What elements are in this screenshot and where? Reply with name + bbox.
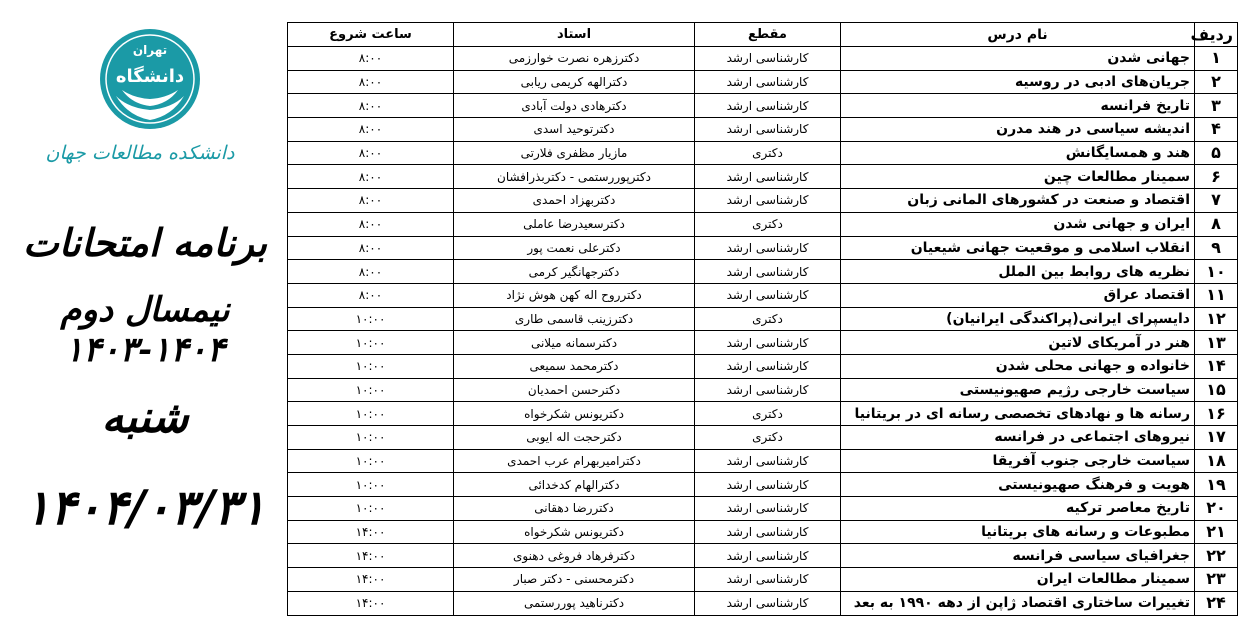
professor-name: دکترمحمد سمیعی: [454, 354, 695, 378]
start-time: ۸:۰۰: [288, 118, 454, 142]
professor-name: دکتریونس شکرخواه: [454, 520, 695, 544]
course-name: نیروهای اجتماعی در فرانسه: [841, 426, 1195, 450]
row-number: ۲: [1195, 70, 1238, 94]
row-number: ۱۱: [1195, 283, 1238, 307]
course-name: هنر در آمریکای لاتین: [841, 331, 1195, 355]
row-number: ۲۴: [1195, 591, 1238, 615]
course-level: کارشناسی ارشد: [695, 283, 841, 307]
professor-name: دکترالهام کدخدائی: [454, 473, 695, 497]
header-course-name: نام درس: [841, 23, 1195, 47]
table-row: [288, 520, 1238, 544]
course-level: دکتری: [695, 402, 841, 426]
course-level: کارشناسی ارشد: [695, 473, 841, 497]
table-row: [288, 544, 1238, 568]
start-time: ۱۰:۰۰: [288, 426, 454, 450]
table-row: [288, 426, 1238, 450]
course-name: تاریخ معاصر ترکیه: [841, 497, 1195, 521]
course-name: اقتصاد و صنعت در کشورهای المانی زبان: [841, 189, 1195, 213]
header-level: مقطع: [695, 23, 841, 47]
course-name: سمینار مطالعات ایران: [841, 568, 1195, 592]
row-number: ۲۰: [1195, 497, 1238, 521]
professor-name: دکترمحسنی - دکتر صبار: [454, 568, 695, 592]
row-number: ۶: [1195, 165, 1238, 189]
professor-name: دکترتوحید اسدی: [454, 118, 695, 142]
professor-name: مازیار مظفری فلارتی: [454, 141, 695, 165]
row-number: ۱۵: [1195, 378, 1238, 402]
start-time: ۸:۰۰: [288, 236, 454, 260]
table-row: [288, 591, 1238, 615]
semester-label: نیمسال دوم ۱۴۰۴-۱۴۰۳: [60, 290, 230, 370]
table-row: [288, 236, 1238, 260]
professor-name: دکترسعیدرضا عاملی: [454, 212, 695, 236]
professor-name: دکترحسن احمدیان: [454, 378, 695, 402]
program-title: برنامه امتحانات: [22, 220, 268, 265]
course-name: ایران و جهانی شدن: [841, 212, 1195, 236]
table-header-row: [288, 23, 1238, 47]
professor-name: دکترزینب قاسمی طاری: [454, 307, 695, 331]
course-level: دکتری: [695, 307, 841, 331]
start-time: ۸:۰۰: [288, 189, 454, 213]
course-name: انقلاب اسلامی و موقعیت جهانی شیعیان: [841, 236, 1195, 260]
course-level: کارشناسی ارشد: [695, 189, 841, 213]
start-time: ۸:۰۰: [288, 165, 454, 189]
faculty-name: دانشکده مطالعات جهان: [45, 142, 235, 164]
professor-name: دکترجهانگیر کرمی: [454, 260, 695, 284]
course-level: کارشناسی ارشد: [695, 591, 841, 615]
course-name: سیاست خارجی جنوب آفریقا: [841, 449, 1195, 473]
start-time: ۱۰:۰۰: [288, 497, 454, 521]
course-name: نظریه های روابط بین الملل: [841, 260, 1195, 284]
course-name: سیاست خارجی رژیم صهیونیستی: [841, 378, 1195, 402]
table-row: [288, 212, 1238, 236]
start-time: ۸:۰۰: [288, 283, 454, 307]
professor-name: دکترهادی دولت آبادی: [454, 94, 695, 118]
start-time: ۱۰:۰۰: [288, 449, 454, 473]
start-time: ۸:۰۰: [288, 141, 454, 165]
table-row: [288, 497, 1238, 521]
start-time: ۱۰:۰۰: [288, 378, 454, 402]
course-level: کارشناسی ارشد: [695, 497, 841, 521]
start-time: ۱۰:۰۰: [288, 354, 454, 378]
row-number: ۱۶: [1195, 402, 1238, 426]
course-level: کارشناسی ارشد: [695, 354, 841, 378]
course-name: تاریخ فرانسه: [841, 94, 1195, 118]
table-row: [288, 141, 1238, 165]
row-number: ۸: [1195, 212, 1238, 236]
course-level: کارشناسی ارشد: [695, 47, 841, 71]
course-name: هند و همسایگانش: [841, 141, 1195, 165]
course-level: کارشناسی ارشد: [695, 165, 841, 189]
header-row-number: ردیف: [1195, 23, 1238, 47]
professor-name: دکترامیربهرام عرب احمدی: [454, 449, 695, 473]
course-level: کارشناسی ارشد: [695, 260, 841, 284]
start-time: ۱۴:۰۰: [288, 520, 454, 544]
start-time: ۱۰:۰۰: [288, 402, 454, 426]
row-number: ۱۰: [1195, 260, 1238, 284]
professor-name: دکتریونس شکرخواه: [454, 402, 695, 426]
row-number: ۱۸: [1195, 449, 1238, 473]
course-level: دکتری: [695, 141, 841, 165]
row-number: ۱: [1195, 47, 1238, 71]
start-time: ۱۴:۰۰: [288, 544, 454, 568]
start-time: ۸:۰۰: [288, 70, 454, 94]
course-level: کارشناسی ارشد: [695, 70, 841, 94]
start-time: ۸:۰۰: [288, 260, 454, 284]
row-number: ۹: [1195, 236, 1238, 260]
header-professor: استاد: [454, 23, 695, 47]
exam-date: ۱۴۰۴/۰۳/۳۱: [24, 480, 266, 536]
row-number: ۲۳: [1195, 568, 1238, 592]
table-row: [288, 70, 1238, 94]
professor-name: دکترفرهاد فروغی دهنوی: [454, 544, 695, 568]
course-level: کارشناسی ارشد: [695, 331, 841, 355]
course-level: کارشناسی ارشد: [695, 520, 841, 544]
course-name: خانواده و جهانی محلی شدن: [841, 354, 1195, 378]
professor-name: دکترالهه کریمی ریابی: [454, 70, 695, 94]
row-number: ۲۲: [1195, 544, 1238, 568]
course-level: کارشناسی ارشد: [695, 568, 841, 592]
start-time: ۱۴:۰۰: [288, 591, 454, 615]
start-time: ۱۰:۰۰: [288, 331, 454, 355]
exam-weekday: شنبه: [101, 392, 189, 443]
professor-name: دکترناهید پوررستمی: [454, 591, 695, 615]
course-name: هویت و فرهنگ صهیونیستی: [841, 473, 1195, 497]
table-row: [288, 118, 1238, 142]
professor-name: دکترعلی نعمت پور: [454, 236, 695, 260]
start-time: ۱۴:۰۰: [288, 568, 454, 592]
table-row: [288, 449, 1238, 473]
row-number: ۲۱: [1195, 520, 1238, 544]
course-level: کارشناسی ارشد: [695, 236, 841, 260]
table-row: [288, 568, 1238, 592]
professor-name: دکترپوررستمی - دکتربذرافشان: [454, 165, 695, 189]
professor-name: دکترسمانه میلانی: [454, 331, 695, 355]
course-name: جغرافیای سیاسی فرانسه: [841, 544, 1195, 568]
table-row: [288, 283, 1238, 307]
course-name: اندیشه سیاسی در هند مدرن: [841, 118, 1195, 142]
row-number: ۱۹: [1195, 473, 1238, 497]
table-row: [288, 307, 1238, 331]
table-row: [288, 402, 1238, 426]
start-time: ۸:۰۰: [288, 47, 454, 71]
row-number: ۴: [1195, 118, 1238, 142]
table-row: [288, 378, 1238, 402]
course-level: کارشناسی ارشد: [695, 449, 841, 473]
table-row: [288, 47, 1238, 71]
course-name: تغییرات ساختاری اقتصاد ژاپن از دهه ۱۹۹۰ به بعد: [841, 591, 1195, 615]
table-row: [288, 331, 1238, 355]
start-time: ۸:۰۰: [288, 94, 454, 118]
course-name: دایسپرای ایرانی(پراکندگی ایرانیان): [841, 307, 1195, 331]
course-name: رسانه ها و نهادهای تخصصی رسانه ای در بریتانیا: [841, 402, 1195, 426]
professor-name: دکترزهره نصرت خوارزمی: [454, 47, 695, 71]
row-number: ۵: [1195, 141, 1238, 165]
professor-name: دکتربهزاد احمدی: [454, 189, 695, 213]
course-name: اقتصاد عراق: [841, 283, 1195, 307]
professor-name: دکترحجت اله ایوبی: [454, 426, 695, 450]
header-start-time: ساعت شروع: [288, 23, 454, 47]
table-row: [288, 354, 1238, 378]
course-name: مطبوعات و رسانه های بریتانیا: [841, 520, 1195, 544]
course-level: دکتری: [695, 426, 841, 450]
row-number: ۱۲: [1195, 307, 1238, 331]
course-name: سمینار مطالعات چین: [841, 165, 1195, 189]
professor-name: دکترروح اله کهن هوش نژاد: [454, 283, 695, 307]
row-number: ۳: [1195, 94, 1238, 118]
logo-text-main: دانشگاه: [115, 66, 185, 87]
table-row: [288, 260, 1238, 284]
course-level: کارشناسی ارشد: [695, 94, 841, 118]
row-number: ۱۴: [1195, 354, 1238, 378]
course-level: کارشناسی ارشد: [695, 378, 841, 402]
course-level: دکتری: [695, 212, 841, 236]
course-level: کارشناسی ارشد: [695, 544, 841, 568]
table-row: [288, 165, 1238, 189]
table-row: [288, 189, 1238, 213]
start-time: ۱۰:۰۰: [288, 473, 454, 497]
row-number: ۱۳: [1195, 331, 1238, 355]
start-time: ۱۰:۰۰: [288, 307, 454, 331]
course-name: جریان‌های ادبی در روسیه: [841, 70, 1195, 94]
exam-schedule-table: [287, 22, 1238, 616]
start-time: ۸:۰۰: [288, 212, 454, 236]
table-row: [288, 473, 1238, 497]
logo-text-top: تهران: [132, 43, 168, 57]
row-number: ۷: [1195, 189, 1238, 213]
course-name: جهانی شدن: [841, 47, 1195, 71]
course-level: کارشناسی ارشد: [695, 118, 841, 142]
university-logo: [98, 24, 202, 134]
table-row: [288, 94, 1238, 118]
row-number: ۱۷: [1195, 426, 1238, 450]
professor-name: دکتررضا دهقانی: [454, 497, 695, 521]
